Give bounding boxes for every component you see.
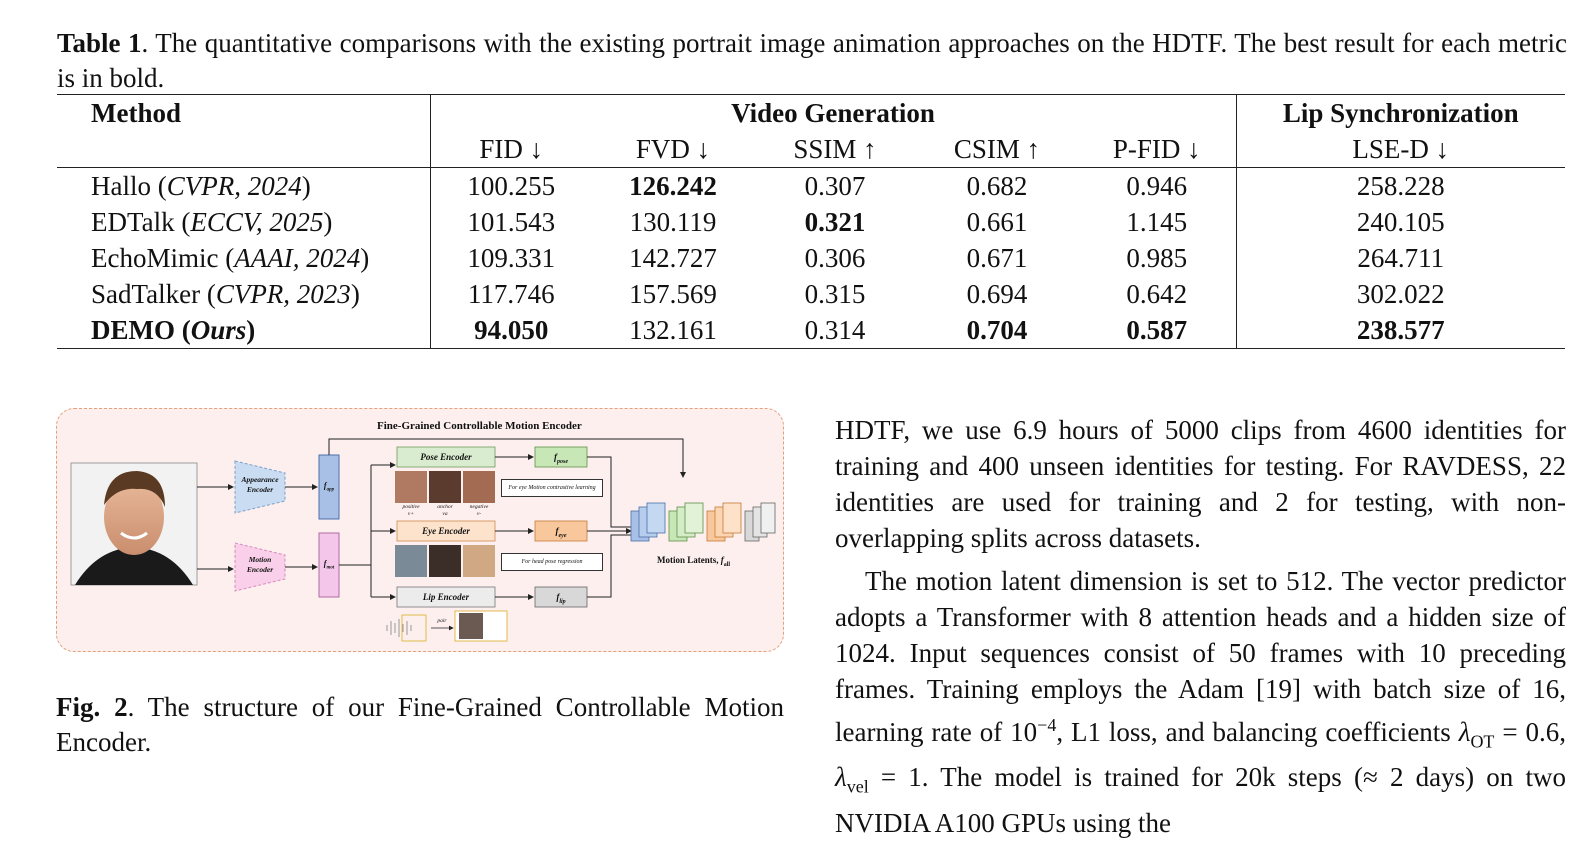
face-label-negative: negative v- [469,504,489,517]
metric-value-cell: 258.228 [1356,171,1445,201]
figure-caption-label: Fig. 2 [56,692,128,722]
portrait-image [71,463,197,585]
metric-value-cell: 100.255 [467,171,556,201]
face-label-positive: positive v+ [402,504,420,517]
table-caption-text: . The quantitative comparisons with the existing portrait image animation approaches on the HDTF. The best result for each metric is in bold. [57,28,1567,93]
metric-value-cell: 126.242 [629,171,717,201]
metric-value-cell: 94.050 [430,312,592,349]
motion-latents-label: Motion Latents, $f_{all}$ [657,555,731,568]
lip-encoder-label: Lip Encoder [422,592,470,602]
metric-header: P-FID ↓ [1078,131,1236,168]
table-row [57,276,1565,312]
table-row [57,168,1565,205]
motion-latents-cubes [631,503,775,541]
metric-header: FVD ↓ [592,131,754,168]
method-name-cell: EchoMimic (AAAI, 2024) [57,240,430,276]
table-caption-label: Table 1 [57,28,142,58]
method-name-cell: DEMO (Ours) [57,312,430,349]
metric-value-cell: 264.711 [1357,243,1445,273]
metric-value-cell: 0.704 [916,312,1078,349]
table-metric-header-row [57,131,1565,168]
group-lip-sync: Lip Synchronization [1236,95,1565,132]
appearance-encoder-label: Appearance Encoder [241,475,279,494]
paragraph-implementation: The motion latent dimension is set to 512. The vector predictor adopts a Transformer with 8 attention heads and a hidden size of 1024. Input sequences consist of 50 frames with 10 preceding frames. Training employs the Adam [19] with batch size of 16, learning rate of $10^{-4}$, L1 loss, and balancing coefficients $\lambda_{OT} = 0.6$, $\lambda_{vel} = 1$. The model is trained for 20k steps (≈ 2 days) on two NVIDIA A100 GPUs using the [835,566,1566,838]
metric-value-cell: 0.682 [966,171,1028,201]
figure-caption-text: . The structure of our Fine-Grained Controllable Motion Encoder. [56,692,784,757]
metric-value-cell: 1.145 [1078,204,1236,240]
table-row [57,312,1565,349]
metric-value-cell: 142.727 [629,243,717,273]
f-eye-label: $f_{eye}$ [555,526,567,539]
metric-value-cell: 101.543 [467,207,556,237]
table-row [57,204,1565,240]
table-row [57,240,1565,276]
metric-value-cell: 0.587 [1078,312,1236,349]
eye-note: For head pose regression [501,553,603,571]
metric-value-cell: 240.105 [1356,207,1445,237]
table-group-header-row [57,95,1565,132]
motion-encoder-figure [56,408,784,652]
audio-waveform [387,619,411,637]
metric-value-cell: 0.985 [1078,240,1236,276]
metric-header: CSIM ↑ [916,131,1078,168]
metric-value-cell: 0.314 [754,312,916,349]
method-name-cell: EDTalk (ECCV, 2025) [57,204,430,240]
face-label-anchor: anchor va [437,504,453,517]
figure-caption [56,690,784,760]
metric-value-cell: 0.642 [1078,276,1236,312]
f-app-label: $f_{app}$ [323,481,335,493]
group-video-generation: Video Generation [430,95,1236,132]
metric-value-cell: 0.671 [966,243,1028,273]
metric-value-cell: 0.306 [804,243,866,273]
f-pose-label: $f_{pose}$ [554,452,568,465]
metric-value-cell: 238.577 [1236,312,1565,349]
metric-header: FID ↓ [430,131,592,168]
method-header-blank [57,131,430,168]
method-name-cell: Hallo (CVPR, 2024) [57,168,430,205]
table-body [57,168,1565,349]
table-caption [57,26,1567,96]
pose-encoder-label: Pose Encoder [420,452,472,462]
pose-note: For eye Motion contrastive learning [501,479,603,497]
f-mot-label: $f_{mot}$ [323,559,335,571]
metric-value-cell: 0.315 [804,279,866,309]
metric-value-cell: 109.331 [467,243,556,273]
figure-title: Fine-Grained Controllable Motion Encoder [377,420,582,432]
metric-value-cell: 157.569 [629,279,717,309]
metric-value-cell: 302.022 [1356,279,1445,309]
comparison-table [57,94,1565,349]
motion-encoder-label: Motion Encoder [246,555,274,574]
method-header: Method [57,95,430,132]
f-lip-label: $f_{lip}$ [556,592,566,605]
paragraph-datasets: HDTF, we use 6.9 hours of 5000 clips from 4600 identities for training and 400 unseen identities for testing. For RAVDESS, 22 identities are used for training and 2 for testing, with non-overlapping splits across datasets. [835,415,1566,553]
eye-encoder-label: Eye Encoder [422,526,470,536]
metric-value-cell: 132.161 [592,312,754,349]
metric-value-cell: 0.321 [804,207,866,237]
method-name-cell: SadTalker (CVPR, 2023) [57,276,430,312]
metric-header: LSE-D ↓ [1236,131,1565,168]
metric-value-cell: 0.694 [966,279,1028,309]
metric-value-cell: 0.307 [804,171,866,201]
metric-value-cell: 0.946 [1078,168,1236,205]
pair-label: pair [437,618,447,624]
metric-value-cell: 130.119 [629,207,717,237]
metric-value-cell: 117.746 [467,279,555,309]
metric-header: SSIM ↑ [754,131,916,168]
metric-value-cell: 0.661 [966,207,1028,237]
body-text-column [835,412,1566,841]
